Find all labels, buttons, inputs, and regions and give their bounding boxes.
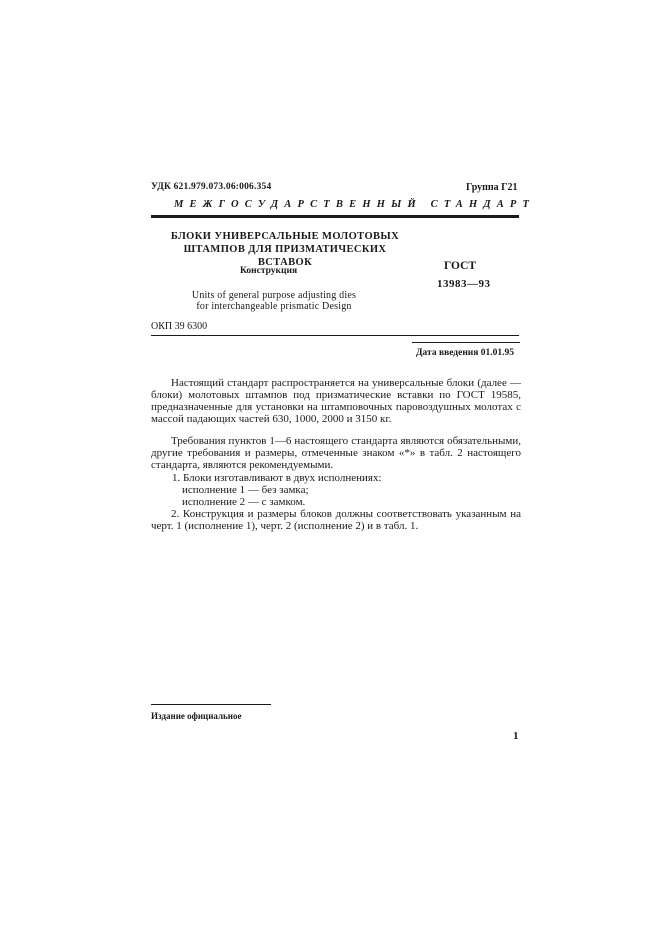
- english-title: [168, 290, 380, 312]
- title-line-2: ШТАМПОВ ДЛЯ ПРИЗМАТИЧЕСКИХ ВСТАВОК: [183, 244, 387, 268]
- date-rule: [412, 342, 520, 343]
- item-1-variant-2: исполнение 2 — с замком.: [182, 496, 306, 508]
- udk-code: УДК 621.979.073.06:006.354: [151, 182, 272, 192]
- group-code: Группа Г21: [466, 182, 518, 193]
- footer-rule: [151, 704, 271, 705]
- effective-date: Дата введения 01.01.95: [416, 348, 515, 358]
- standard-title: [160, 230, 410, 269]
- standard-subtitle: Конструкция: [240, 266, 298, 276]
- okp-rule: [151, 335, 519, 336]
- gost-number: 13983—93: [437, 278, 491, 290]
- item-1-variant-1: исполнение 1 — без замка;: [182, 484, 309, 496]
- okp-code: ОКП 39 6300: [151, 321, 208, 332]
- page-number: 1: [513, 730, 519, 742]
- english-title-line-2: for interchangeable prismatic Design: [196, 301, 352, 312]
- paragraph-requirements: Требования пунктов 1—6 настоящего стандарта являются обязательными, другие требования и размеры, отмеченные знаком «*» в табл. 2 настоящего стандарта, являются рекомендуемыми.: [151, 435, 521, 472]
- english-title-line-1: Units of general purpose adjusting dies: [191, 290, 357, 301]
- item-2: 2. Конструкция и размеры блоков должны соответствовать указанным на черт. 1 (исполнение 1), черт. 2 (исполнение 2) и в табл. 1.: [151, 508, 521, 533]
- edition-label: Издание официальное: [151, 711, 242, 721]
- item-1: 1. Блоки изготавливают в двух исполнениях:: [172, 472, 382, 484]
- header-rule: [151, 215, 519, 218]
- title-line-1: БЛОКИ УНИВЕРСАЛЬНЫЕ МОЛОТОВЫХ: [170, 231, 400, 242]
- paragraph-scope: Настоящий стандарт распространяется на универсальные блоки (далее — блоки) молотовых штампов под призматические вставки по ГОСТ 19585, предназначенные для установки на штамповочных паровоздушных молотах с массой падающих частей 630, 1000, 2000 и 3150 кг.: [151, 377, 521, 426]
- gost-label: ГОСТ: [444, 260, 477, 272]
- interstate-standard-heading: МЕЖГОСУДАРСТВЕННЫЙ СТАНДАРТ: [174, 199, 536, 210]
